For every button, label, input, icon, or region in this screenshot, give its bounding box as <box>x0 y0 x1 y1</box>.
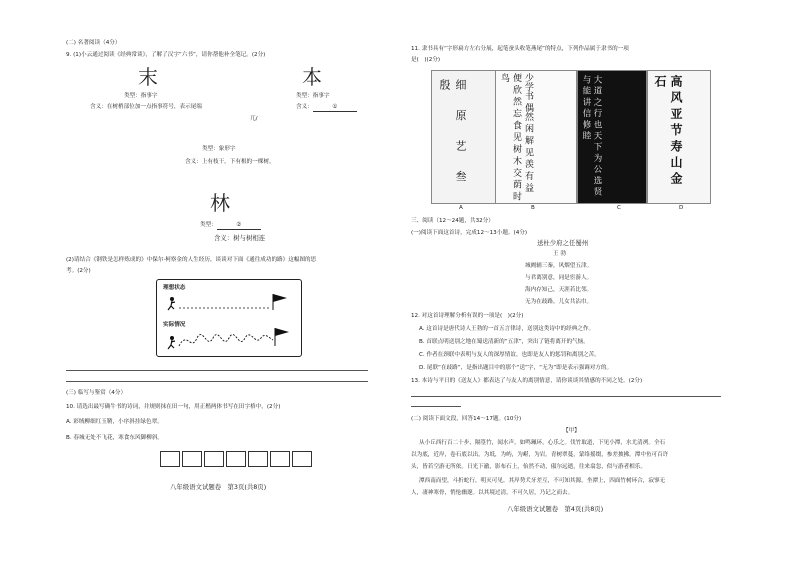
q11-line1: 11. 隶书具有“字形扁方左右分展，起笔蚕头收笔燕尾”的特点，下列作品属于隶书的一项 <box>411 46 629 52</box>
q10-option-b: B. 春城无处不飞花，寒食东风御柳斜。 <box>66 435 163 441</box>
char-lin: 林 <box>210 191 230 215</box>
passage-line: 头，皆若空游无所依。日光下澈，影布石上，佁然不动，俶尔远逝，往来翕忽，似与游者相乐。 <box>411 464 646 470</box>
option-b-label[interactable]: B <box>531 205 535 211</box>
flag-icon <box>273 294 287 310</box>
passage-line: 潭西南而望，斗折蛇行，明灭可见。其岸势犬牙差互，不可知其源。坐潭上，四面竹树环合，寂寥无 <box>419 478 666 484</box>
panel-label-actual: 实际情况 <box>163 322 186 328</box>
char-ben: 本 <box>302 65 322 89</box>
calligraphy-text: 少学书 偶然 闲 解 见 羡 有 益 便 欣 然 忘 食 见 树 木 交 荫 时 鸟 <box>499 73 533 201</box>
flag-icon <box>275 328 289 346</box>
q10-text: 10. 请选出最写确牛书的诗词，并规则抹在田一句，用正楷两体书写在田字格中。(2分) <box>66 404 281 410</box>
grid-cell <box>270 451 290 467</box>
page-footer: 八年级语文试题卷 第3页(共8页) <box>170 483 267 491</box>
q9b-line2: 考。(2分) <box>66 268 91 274</box>
stick-figure-icon <box>168 297 175 310</box>
meaning-mo: 含义：在树梢部位加一点指事符号，表示尾端 <box>90 104 202 110</box>
meaning-lin: 含义：树与树相连 <box>214 234 266 242</box>
q13-text: 13. 本诗与平日的《送友人》都表达了与友人的离别情意，请你谈谈其情感的不同之处。(2分) <box>411 378 643 384</box>
q10-option-a: A. 彩绒柳细红玉鞘，小序斜挂绿色翠。 <box>66 419 163 425</box>
poem-line: 海内存知己，天涯若比邻。 <box>525 287 593 293</box>
passage-line: 从小丘西行百二十步，隔篁竹，闻水声，如鸣珮环，心乐之。伐竹取道，下见小潭，水尤清冽。全石 <box>419 440 666 446</box>
option-c-label[interactable]: C <box>617 205 621 211</box>
poem-title: 送杜少府之任蜀州 <box>537 239 589 247</box>
section-header-reading: 三、阅读（12～24题，共32分） <box>411 218 494 224</box>
q12-option-d: D. 尾联“在歧路”，是指出题目中的那个“送”字，“无为”即是表示强调对方的。 <box>419 365 613 371</box>
calligraphy-image-a <box>431 70 497 204</box>
section-header-calligraphy: (三) 临写与鉴赏（4分） <box>66 390 127 396</box>
type-ben: 类型：指事字 <box>296 93 330 99</box>
type-mo: 类型：指事字 <box>124 93 158 99</box>
section-header-reading: (二) 名著阅读（4分） <box>66 40 121 46</box>
answer-line[interactable] <box>411 396 721 397</box>
excerpt-label: 【甲】 <box>563 428 580 434</box>
calligraphy-image-c <box>577 70 647 204</box>
q12-option-c: C. 作者在颈联中表明与友人的深厚情谊，也即是友人的惩罚和离别之苦。 <box>419 352 600 358</box>
q12-option-a: A. 这首诗是唐代诗人王勃的一首五言律诗，送别这类诗中的经典之作。 <box>419 326 595 332</box>
answer-line[interactable] <box>66 381 368 382</box>
calligraphy-text: 高 风 亚 节 寿 山 金 石 <box>653 75 683 185</box>
grid-cell <box>248 451 268 467</box>
poem-intro: (一)阅读下面这首诗，完成12～13小题。(4分) <box>411 230 528 236</box>
right-page <box>397 0 794 561</box>
option-a-label[interactable]: A <box>459 205 463 211</box>
calligraphy-text: 细 原 艺 叁 殷 <box>438 79 467 190</box>
q12-option-b: B. 首联点明送别之地在蜀送清新的“五津”，突出了链将离开的气恼。 <box>419 339 589 345</box>
type-lin: 类型： ② <box>200 222 261 230</box>
meaning-mu: 含义：上有枝干，下有根的一棵树。 <box>185 159 275 165</box>
q9b-line1: (2)请结合《钢铁是怎样炼成的》中保尔·柯察金的人生经历，谈谈对下面《通往成功的路》这幅图的思 <box>66 257 317 263</box>
calligraphy-image-d <box>647 70 711 204</box>
blank-2[interactable]: ② <box>217 222 261 230</box>
tianzige-grid[interactable] <box>160 451 314 467</box>
grid-cell <box>182 451 202 467</box>
poem-line: 无为在歧路，儿女共沾巾。 <box>525 299 593 305</box>
type-mu: 类型：象形字 <box>202 146 236 152</box>
calligraphy-image-b <box>495 70 577 204</box>
answer-line[interactable] <box>66 370 368 371</box>
grid-cell <box>160 451 180 467</box>
option-d-label[interactable]: D <box>679 205 684 211</box>
q9-text: 9. (1)小云通过阅读《经典常谈》，了解了汉字“六书”，请你帮他补全笔记。(2分) <box>66 52 266 58</box>
grid-cell <box>292 451 312 467</box>
section-b-header: (二) 阅读下面文段，回答14～17题。(10分) <box>411 416 522 422</box>
q12-text: 12. 对这首诗理解分析有误的一项是( )(2分) <box>411 313 524 319</box>
small-mark: 兀/ <box>250 116 258 122</box>
passage-line: 人，凄神寒骨，悄怆幽邃。以其境过清，不可久居，乃记之而去。 <box>411 490 574 496</box>
road-drawing <box>157 280 301 356</box>
grid-cell <box>204 451 224 467</box>
poem-line: 城阙辅三秦，风烟望五津。 <box>525 263 593 269</box>
answer-line[interactable] <box>411 406 461 407</box>
page-footer: 八年级语文试题卷 第4页(共8页) <box>507 505 604 513</box>
grid-cell <box>226 451 246 467</box>
char-mo: 末 <box>138 65 158 89</box>
q11-line2: 是( )(2分) <box>411 57 441 63</box>
calligraphy-text: 大 道 之 行 也 天 下 为 公 选 贤 与 能 讲 信 修 睦 <box>581 75 602 196</box>
panel-label-ideal: 理想状态 <box>163 285 186 291</box>
success-road-illustration <box>156 279 302 357</box>
poem-line: 与君离别意，同是宦游人。 <box>525 275 593 281</box>
meaning-ben: 含义： ① <box>296 104 357 112</box>
passage-line: 以为底，近岸，卷石底以出，为坻，为屿，为嵁，为岩。青树翠蔓，蒙络摇缀，参差披拂。潭中鱼可百许 <box>411 452 669 458</box>
blank-1[interactable]: ① <box>313 104 357 112</box>
poem-author: 王 勃 <box>553 251 566 257</box>
stick-figure-icon <box>168 336 175 349</box>
